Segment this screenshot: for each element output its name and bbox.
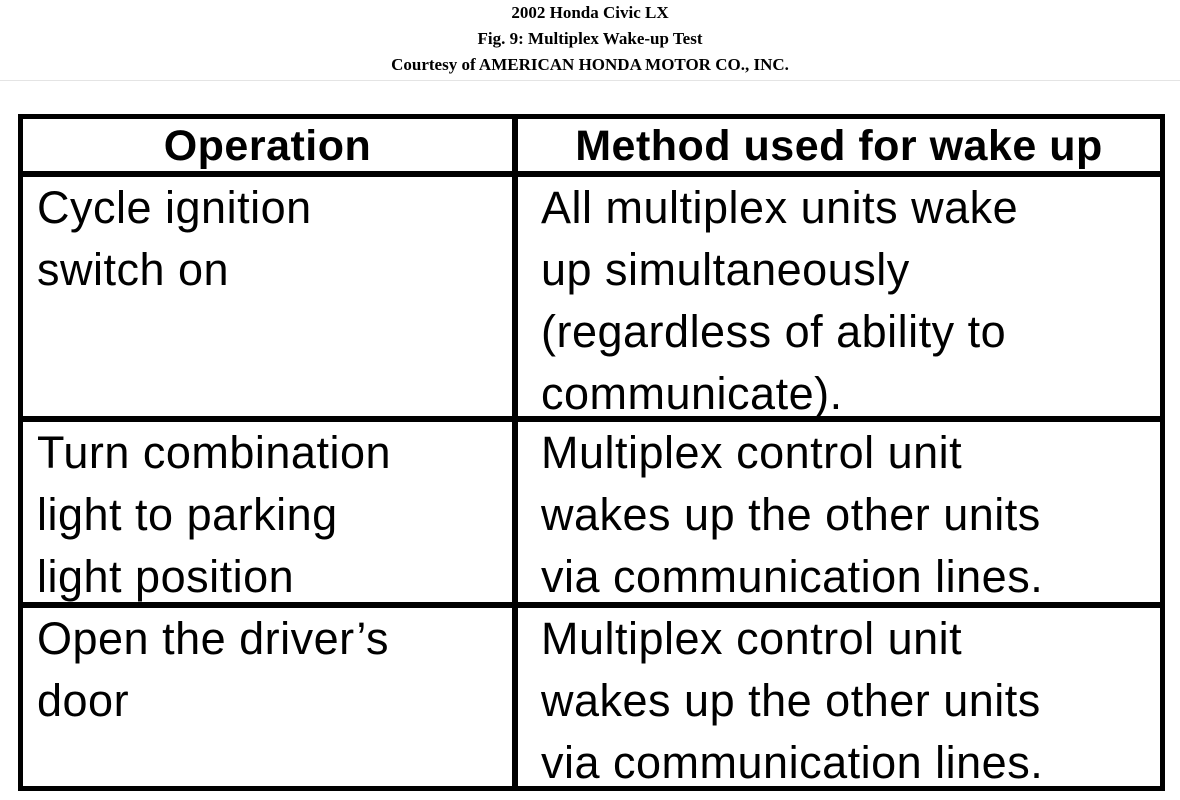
- document-header: [0, 0, 1180, 81]
- table-cell-operation: Cycle ignition switch on: [37, 182, 312, 295]
- table-cell-method: Multiplex control unit wakes up the other units via communication lines.: [541, 427, 1044, 602]
- figure-caption: Fig. 9: Multiplex Wake-up Test: [477, 29, 703, 48]
- courtesy-line: Courtesy of AMERICAN HONDA MOTOR CO., INC.: [391, 55, 789, 74]
- table-cell-method: All multiplex units wake up simultaneously (regardless of ability to communicate).: [541, 182, 1019, 419]
- wake-up-test-table: [18, 114, 1165, 791]
- document-title: 2002 Honda Civic LX: [511, 3, 669, 22]
- column-divider: [512, 119, 518, 786]
- table-cell-operation: Turn combination light to parking light position: [37, 427, 392, 602]
- column-header-method: Method used for wake up: [575, 122, 1103, 170]
- column-header-operation: Operation: [163, 122, 372, 170]
- table-cell-operation: Open the driver’s door: [37, 613, 390, 726]
- table-cell-method: Multiplex control unit wakes up the other units via communication lines.: [541, 613, 1044, 788]
